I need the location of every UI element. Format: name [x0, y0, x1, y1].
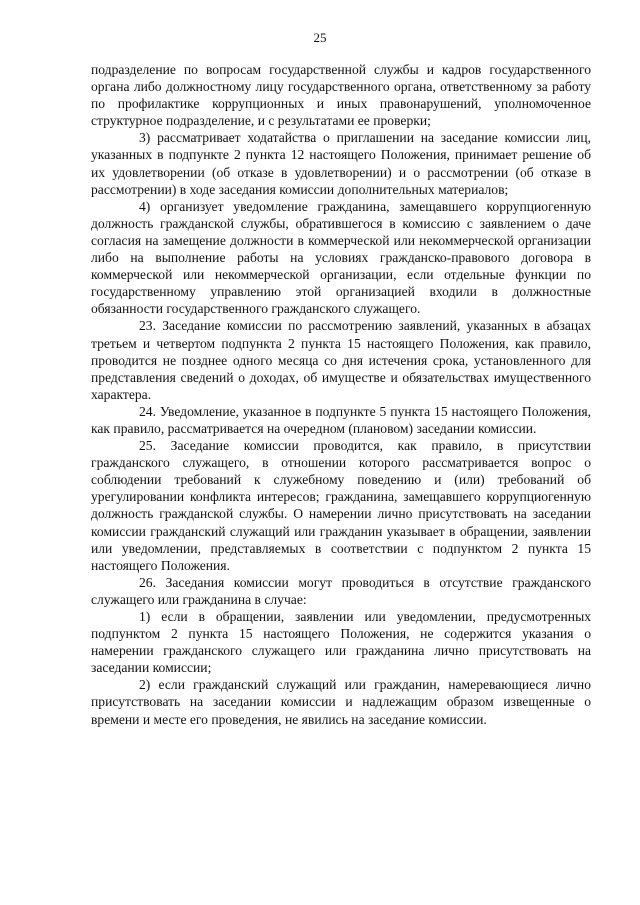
- paragraph-item-4: 4) организует уведомление гражданина, замещавшего коррупциогенную должность гражданской службы, обратившегося в комиссию с заявлением о даче согласия на замещение должности в коммерческой или некоммерческой организации либо на выполнение работы на условиях гражданско-правового договора в коммерческой или некоммерческой организации, если отдельные функции по государственному управлению этой организацией входили в должностные обязанности государственного гражданского служащего.: [91, 198, 591, 317]
- paragraph-clause-23: 23. Заседание комиссии по рассмотрению заявлений, указанных в абзацах третьем и четвертом подпункта 2 пункта 15 настоящего Положения, как правило, проводится не позднее одного месяца со дня истечения срока, установленного для представления сведений о доходах, об имуществе и обязательствах имущественного характера.: [91, 318, 591, 402]
- paragraph-clause-26-item-1: 1) если в обращении, заявлении или уведомлении, предусмотренных подпунктом 2 пункта 15 настоящего Положения, не содержится указания о намерении гражданского служащего или гражданина лично присутствовать на заседании комиссии;: [91, 609, 591, 676]
- paragraph-clause-25: 25. Заседание комиссии проводится, как правило, в присутствии гражданского служащего, в отношении которого рассматривается вопрос о соблюдении требований к служебному поведению и (или) требований об урегулировании конфликта интересов; гражданина, замещавшего коррупциогенную должность гражданской службы. О намерении лично присутствовать на заседании комиссии гражданский служащий или гражданин указывает в обращении, заявлении или уведомлении, представляемых в соответствии с подпунктом 2 пункта 15 настоящего Положения.: [91, 438, 591, 573]
- paragraph-clause-24: 24. Уведомление, указанное в подпункте 5 пункта 15 настоящего Положения, как правило, рассматривается на очередном (плановом) заседании комиссии.: [91, 403, 591, 436]
- paragraph-clause-26: 26. Заседания комиссии могут проводиться в отсутствие гражданского служащего или гражданина в случае:: [91, 574, 591, 607]
- document-body: [91, 61, 591, 728]
- paragraph-continuation: подразделение по вопросам государственной службы и кадров государственного органа либо должностному лицу государственного органа, ответственному за работу по профилактике коррупционных и иных правонарушений, уполномоченное структурное подразделение, и с результатами ее проверки;: [91, 62, 591, 129]
- paragraph-item-3: 3) рассматривает ходатайства о приглашении на заседание комиссии лиц, указанных в подпункте 2 пункта 12 настоящего Положения, принимает решение об их удовлетворении (об отказе в удовлетворении) и о рассмотрении (об отказе в рассмотрении) в ходе заседания комиссии дополнительных материалов;: [91, 130, 591, 197]
- paragraph-clause-26-item-2: 2) если гражданский служащий или гражданин, намеревающиеся лично присутствовать на заседании комиссии и надлежащим образом извещенные о времени и месте его проведения, не явились на заседание комиссии.: [91, 677, 591, 727]
- page-number: 25: [313, 30, 327, 45]
